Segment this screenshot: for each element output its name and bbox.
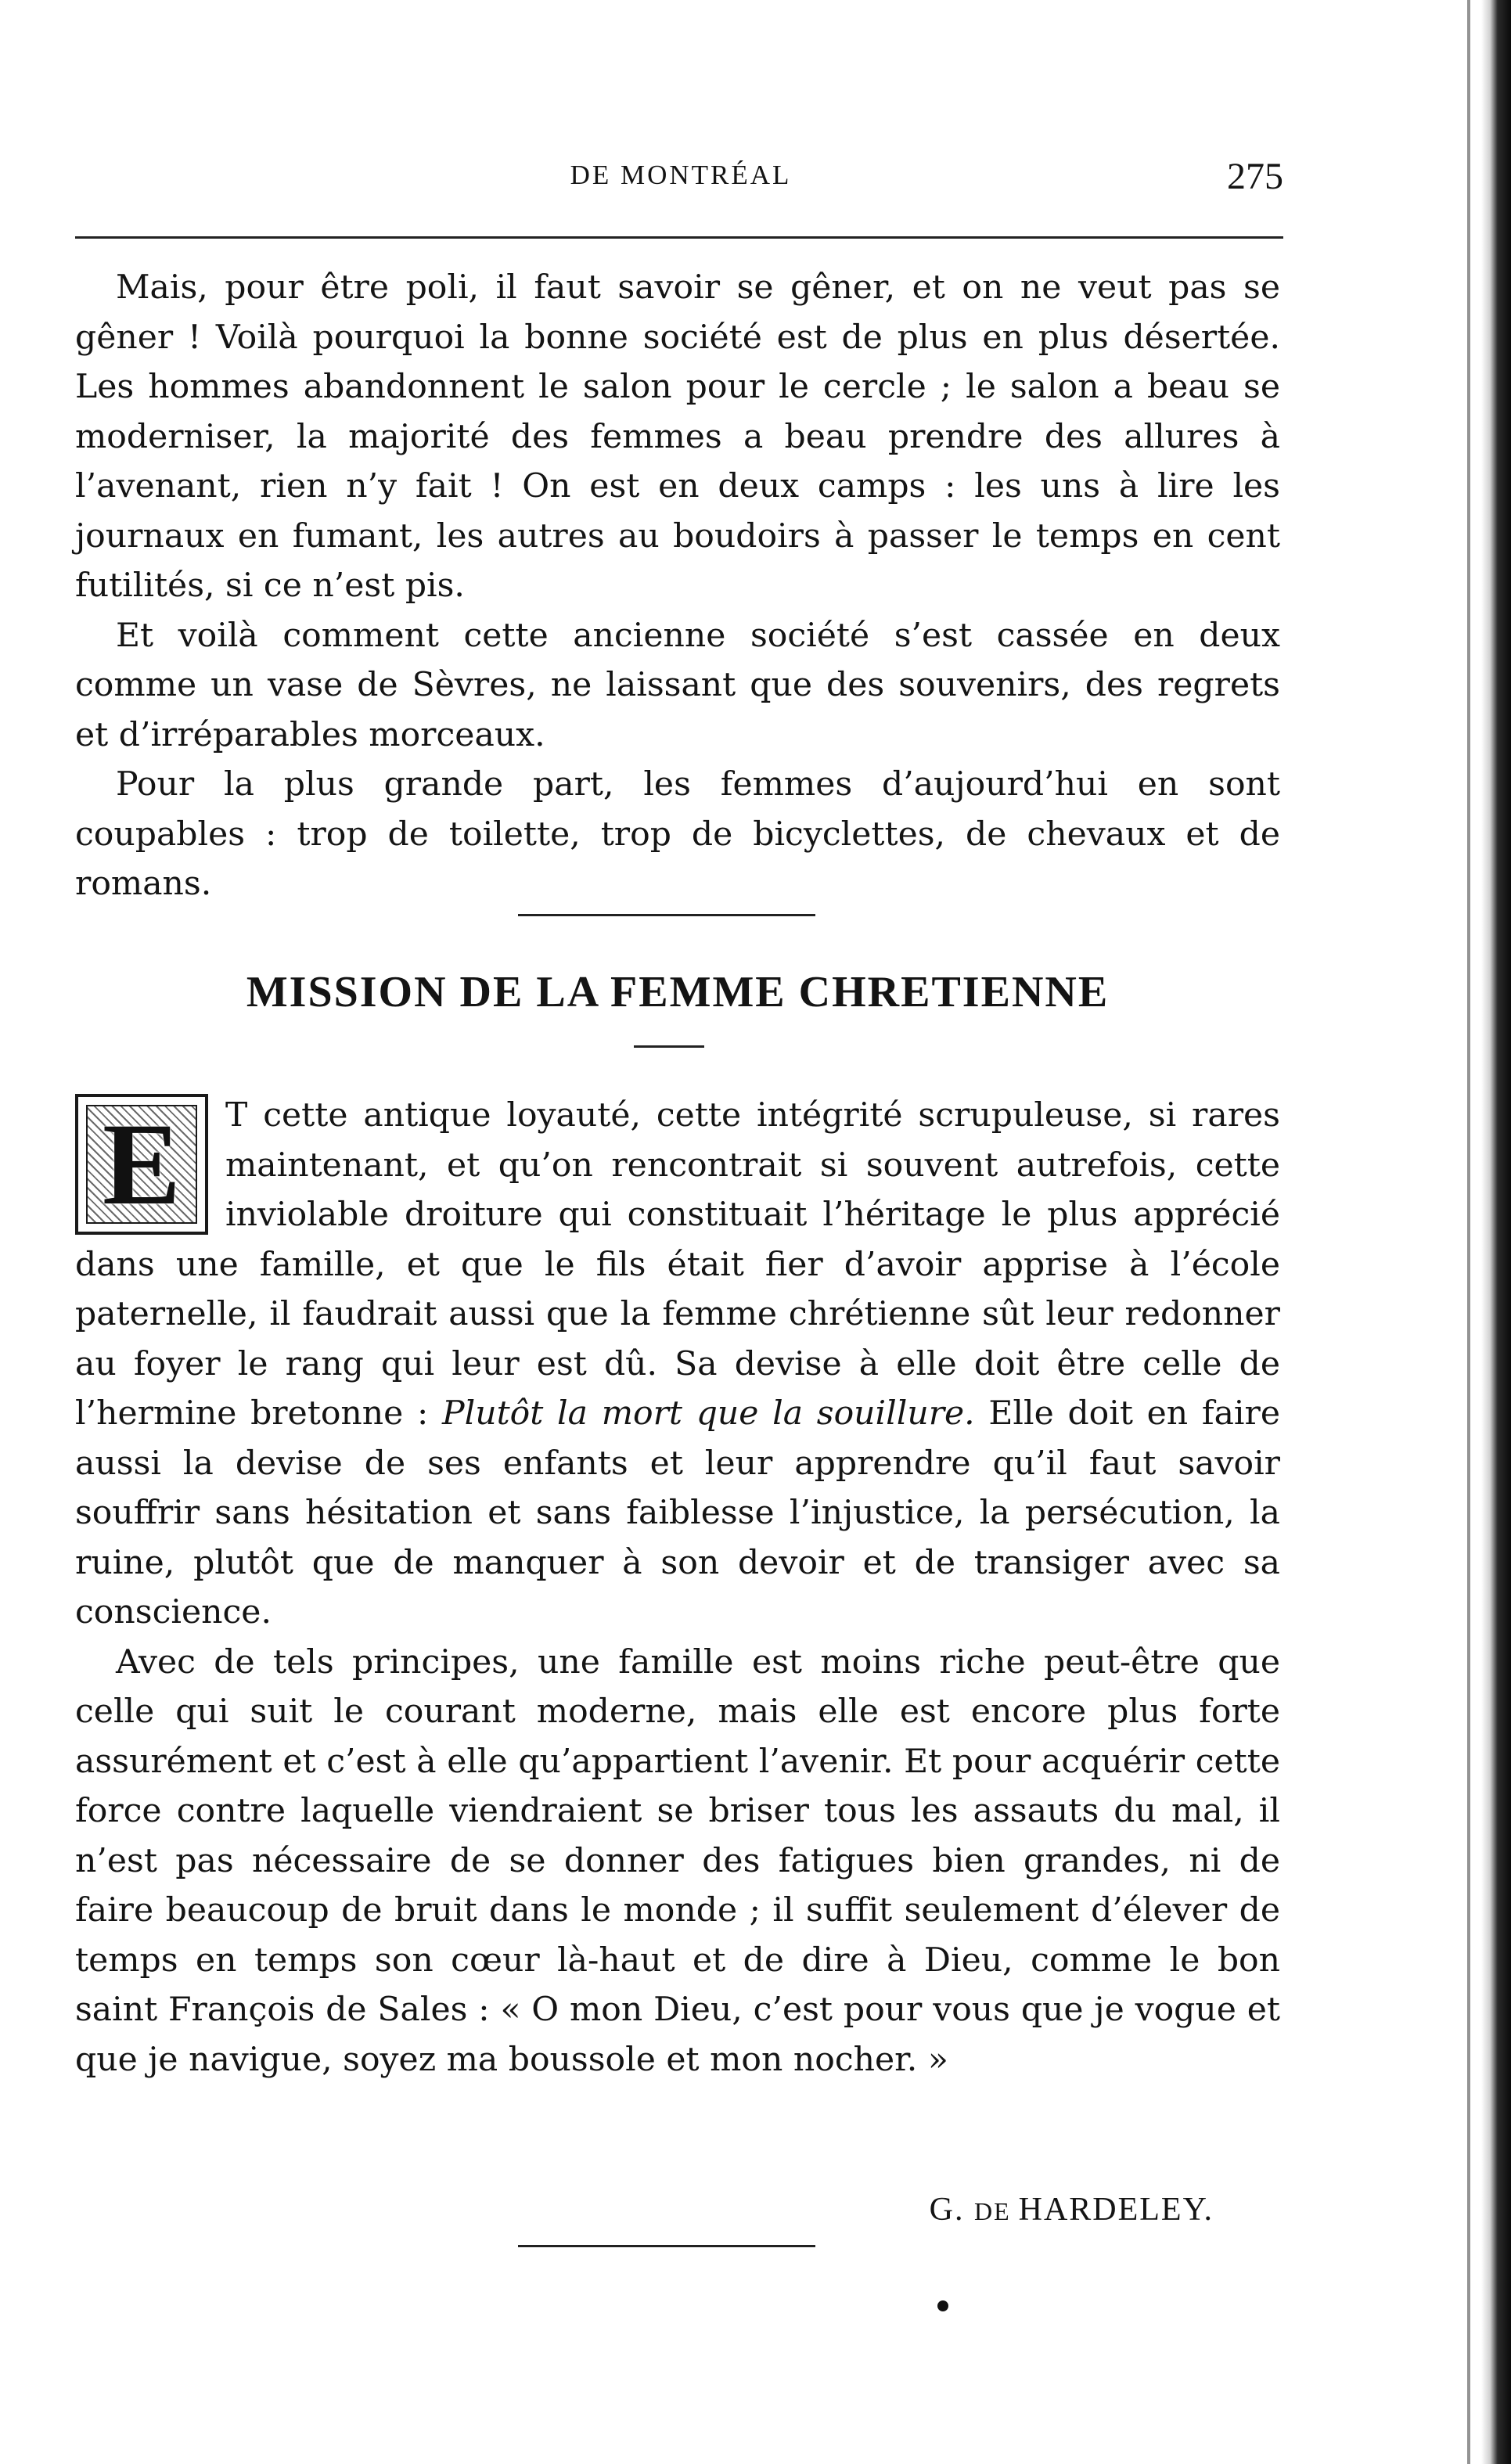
signature-particle: DE [973,2197,1019,2225]
ink-dot [937,2300,948,2311]
article-title: MISSION DE LA FEMME CHRETIENNE [246,968,1110,1016]
motto: Plutôt la mort que la souillure. [442,1394,975,1433]
page-number: 275 [1227,156,1283,197]
section-separator [518,914,815,916]
paragraph: Mais, pour être poli, il faut savoir se gêner, et on ne veut pas se gêner ! Voilà pourquoi la bonne société est de plus en plus désertée. Les hommes abandonnent le salon pour le cercle ; le salon a beau se moderniser, la majorité des femmes a beau prendre des allures à l’avenant, rien n’y fait ! On est en deux camps : les uns à lire les journaux en fumant, les autres au boudoirs à passer le temps en cent futilités, si ce n’est pis. [75,268,1280,605]
drop-cap-letter: E [102,1099,182,1229]
article-paragraph: Avec de tels principes, une famille est moins riche peut-être que celle qui suit le courant moderne, mais elle est encore plus forte assurément et c’est à elle qu’appartient l’avenir. Et pour acquérir cette force contre laquelle viendraient se briser tous les assauts du mal, il n’est pas nécessaire de se donner des fatigues bien grandes, ni de faire beaucoup de bruit dans le monde ; il suffit seulement d’élever de temps en temps son cœur là-haut et de dire à Dieu, comme le bon saint François de Sales : « O mon Dieu, c’est pour vous que je vogue et que je navigue, soyez ma boussole et mon nocher. » [75,1642,1280,2079]
article-paragraph-text: Elle doit en faire aussi la devise de ses enfants et leur apprendre qu’il faut savoir souffrir sans hésitation et sans faiblesse l’injustice, la persécution, la ruine, plutôt que de manquer à son devoir et de transiger avec sa conscience. [75,1394,1280,1631]
title-separator [634,1045,704,1048]
paragraph: Pour la plus grande part, les femmes d’aujourd’hui en sont coupables : trop de toilette, trop de bicyclettes, de chevaux et de romans. [75,765,1280,903]
binding-line [1467,0,1470,2464]
article-paragraph-text: T cette antique loyauté, cette intégrité scrupuleuse, si rares maintenant, et qu’on rencontrait si souvent autrefois, cette inviolable droiture qui constituait l’héritage le plus apprécié dans une famille, et que le fils était fier d’avoir apprise à l’école paternelle, il faudrait aussi que la femme chrétienne sût leur redonner au foyer le rang qui leur est dû. Sa devise à elle doit être celle de l’hermine bretonne : [75,1096,1280,1433]
page-edge-shadow [1481,0,1511,2464]
paragraph: Et voilà comment cette ancienne société s’est cassée en deux comme un vase de Sèvres, ne laissant que des souvenirs, des regrets et d’irréparables morceaux. [75,616,1280,754]
signature-name: HARDELEY. [1018,2192,1214,2228]
author-signature [930,2191,1214,2228]
article-paragraph [75,1091,1280,1638]
running-head: DE MONTRÉAL [570,160,792,190]
header-rule [75,236,1283,239]
article-body [75,1091,1280,2085]
end-separator [518,2245,815,2247]
first-section-text [75,263,1280,909]
page-header [78,155,1283,202]
drop-cap-ornament [75,1094,208,1235]
signature-initial: G. [929,2192,974,2228]
